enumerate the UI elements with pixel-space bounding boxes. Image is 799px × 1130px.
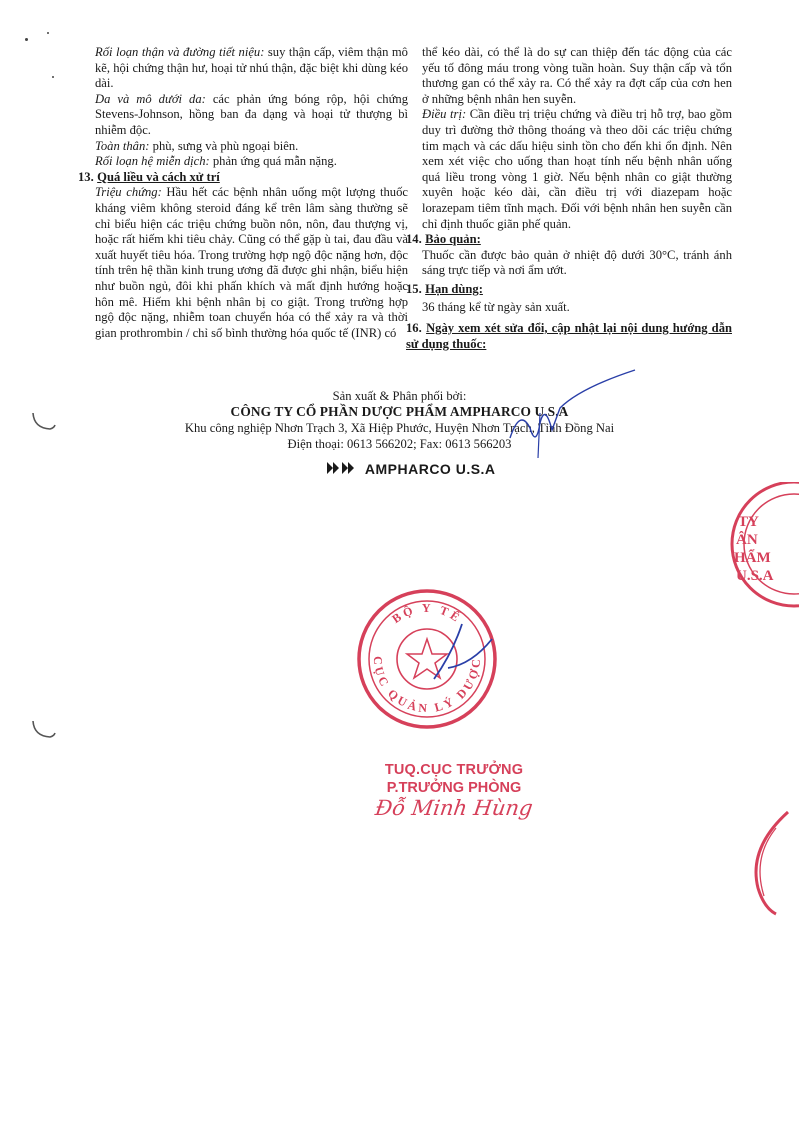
section-13-heading xyxy=(78,170,408,186)
symptoms-label: Triệu chứng: xyxy=(95,185,162,200)
section-16-heading xyxy=(406,321,732,352)
skin-text: các phản ứng bóng rộp, hội chứng Stevens-Johnson, hồng ban đa dạng và hoại tử thượng bì nhiễm độc. xyxy=(95,91,408,137)
continued-paragraph: thể kéo dài, có thể là do sự can thiệp đến tác động của các yếu tố đông máu trong vòng tuần hoàn. Suy thận cấp và tổn thương gan có thể xảy ra. Có thể xảy ra đợt cấp của cơn hen ở những bệnh nhân hen suyễn. xyxy=(422,45,732,106)
approval-signature-block xyxy=(364,762,544,820)
ampharco-logo-icon xyxy=(327,462,355,474)
general-paragraph xyxy=(78,139,408,155)
produced-by-label: Sản xuất & Phân phối bởi: xyxy=(332,389,467,403)
section-13-title: Quá liều và cách xử trí xyxy=(97,169,220,184)
treatment-text: Cần điều trị triệu chứng và điều trị hỗ trợ, bao gồm duy trì đường thở thông thoáng và theo dõi các triệu chứng tim mạch và các dấu hiệu sinh tồn cho đến khi ổn định. Nên xem xét việc cho uống than hoạt tính nếu bệnh nhân uống quá liều trong vòng 1 giờ. Nếu bệnh nhân co giật thường xuyên hoặc kéo dài, cần điều trị với diazepam hoặc lorazepam tiêm tĩnh mạch. Đối với bệnh nhân hen suyễn cần chỉ định thuốc giãn phế quản. xyxy=(422,107,732,231)
section-14-heading xyxy=(406,232,732,248)
section-14-title: Bảo quản: xyxy=(425,232,481,247)
section-14-number: 14. xyxy=(406,232,422,247)
signer-name: Đỗ Minh Hùng xyxy=(373,796,535,820)
section-15-number: 15. xyxy=(406,281,422,296)
immune-text: phản ứng quá mẫn nặng. xyxy=(212,154,337,169)
svg-text:HẨM: HẨM xyxy=(734,550,771,566)
scan-dot xyxy=(47,32,49,34)
company-address: Khu công nghiệp Nhơn Trạch 3, Xã Hiệp Phước, Huyện Nhơn Trạch, Tỉnh Đồng Nai xyxy=(184,421,615,435)
section-16-title: Ngày xem xét sửa đổi, cập nhật lại nội dung hướng dẫn sử dụng thuốc: xyxy=(406,321,732,351)
symptoms-paragraph xyxy=(78,185,408,341)
scan-dot xyxy=(52,76,54,78)
ministry-of-health-stamp xyxy=(352,584,502,734)
general-text: phù, sưng và phù ngoại biên. xyxy=(152,138,299,153)
manufacturer-footer xyxy=(0,388,799,452)
immune-paragraph xyxy=(78,154,408,170)
svg-text:TY: TY xyxy=(738,514,759,530)
brand-name: AMPHARCO U.S.A xyxy=(364,461,496,477)
approval-title-line-2: P.TRƯỞNG PHÒNG xyxy=(386,780,522,796)
svg-text:ÂN: ÂN xyxy=(736,532,758,548)
section-16-number: 16. xyxy=(406,321,422,336)
skin-label: Da và mô dưới da: xyxy=(95,91,206,106)
section-15-title: Hạn dùng: xyxy=(425,281,483,296)
treatment-paragraph xyxy=(422,107,732,232)
right-text-column xyxy=(406,45,732,352)
section-13-number: 13. xyxy=(78,169,94,184)
company-name: CÔNG TY CỔ PHẦN DƯỢC PHẨM AMPHARCO U.S.A xyxy=(230,404,569,419)
stamp-top-text: BỘ Y TẾ xyxy=(389,600,465,626)
partial-company-stamp xyxy=(722,482,799,612)
skin-paragraph xyxy=(78,92,408,139)
partial-edge-stamp xyxy=(728,808,799,918)
kidney-paragraph xyxy=(78,45,408,92)
company-contact: Điện thoại: 0613 566202; Fax: 0613 566203 xyxy=(287,437,512,451)
symptoms-text: Hầu hết các bệnh nhân uống một lượng thuốc kháng viêm không steroid đáng kể trên lâm sàng thường sẽ chỉ biểu hiện các triệu chứng buồn nôn, nôn, đau thượng vị, hoặc rất hiếm khi tiêu chảy. Cũng có thể gặp ù tai, đau đầu và xuất huyết tiêu hóa. Trong trường hợp ngộ độc nặng hơn, độc tính trên hệ thần kinh trung ương đã được ghi nhận, biểu hiện như buồn ngủ, đôi khi phấn khích và mất định hướng hoặc hôn mê. Hiếm khi bệnh nhân bị co giật. Trong trường hợp ngộ độc nặng, nhiễm toan chuyển hóa có thể xảy ra và thời gian prothrombin / chỉ số bình thường hóa quốc tế (INR) có xyxy=(95,185,408,340)
svg-text:U.S.A: U.S.A xyxy=(736,568,774,584)
scan-dot xyxy=(25,38,28,41)
general-label: Toàn thân: xyxy=(95,138,150,153)
svg-text:CỤC QUẢN LÝ DƯỢC xyxy=(371,656,484,716)
kidney-text: suy thận cấp, viêm thận mô kẽ, hội chứng thận hư, hoại tử nhú thận, đặc biệt khi dùng kéo dài. xyxy=(95,45,408,91)
section-14-text: Thuốc cần được bảo quản ở nhiệt độ dưới 30°C, tránh ánh sáng trực tiếp và nơi ẩm ướt. xyxy=(422,247,732,278)
kidney-label: Rối loạn thận và đường tiết niệu: xyxy=(95,45,265,59)
brand-logo xyxy=(327,461,496,477)
stamp-bottom-text: CỤC QUẢN LÝ DƯỢC xyxy=(370,655,484,716)
treatment-label: Điều trị: xyxy=(422,107,467,122)
approval-title-line-1: TUQ.CỤC TRƯỞNG xyxy=(384,762,524,778)
company-signature-scribble xyxy=(500,368,650,478)
immune-label: Rối loạn hệ miễn dịch: xyxy=(95,154,210,169)
left-text-column xyxy=(78,45,408,341)
svg-text:BỘ Y TẾ xyxy=(389,601,465,626)
section-15-text: 36 tháng kể từ ngày sản xuất. xyxy=(422,299,570,314)
section-15-heading xyxy=(406,282,732,298)
punch-hole-mark xyxy=(30,718,58,740)
